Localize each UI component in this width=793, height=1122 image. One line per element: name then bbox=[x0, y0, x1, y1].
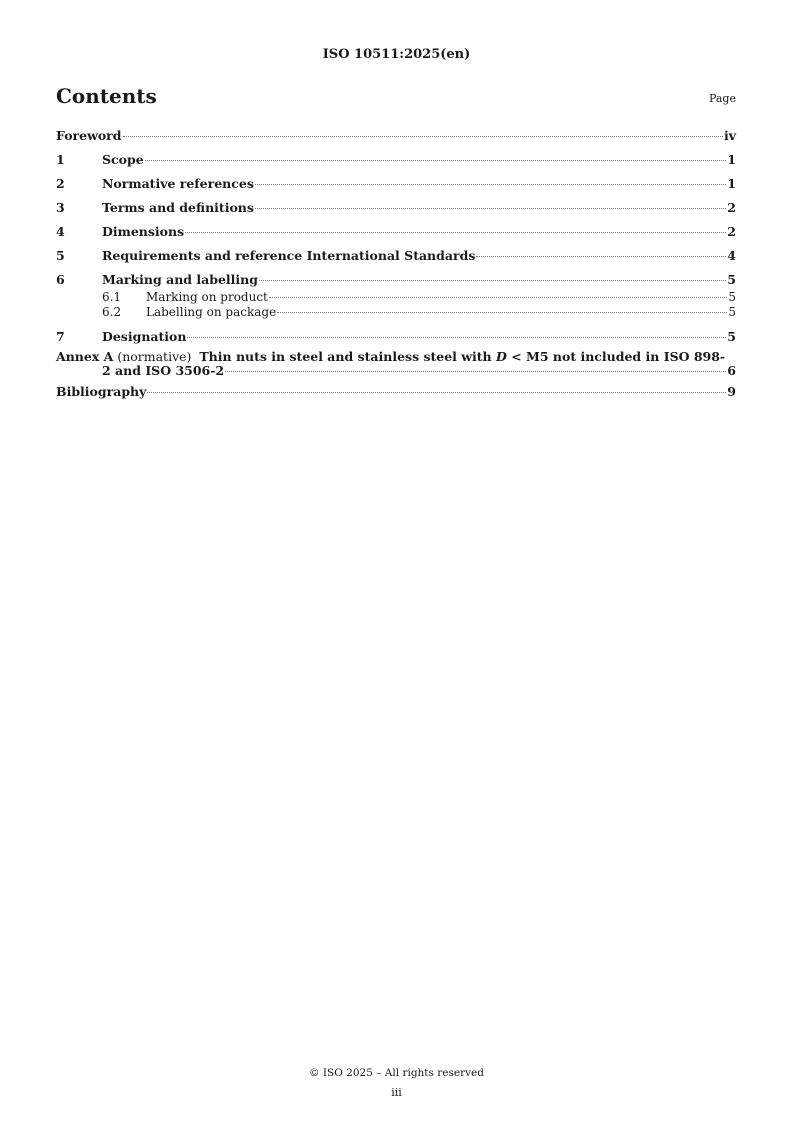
toc-entry-page: 9 bbox=[727, 384, 736, 399]
toc-entry-page: 4 bbox=[727, 248, 736, 263]
annex-page: 6 bbox=[727, 363, 736, 378]
toc-entry-scope[interactable] bbox=[56, 152, 736, 176]
toc-entry-number: 2 bbox=[56, 176, 65, 191]
page-column-label: Page bbox=[708, 92, 736, 105]
toc-entry-page: 2 bbox=[727, 200, 736, 215]
toc-entry-bibliography[interactable] bbox=[56, 384, 736, 408]
dot-leader bbox=[185, 232, 726, 233]
toc-entry-title: Dimensions bbox=[102, 224, 185, 239]
toc-subentry-title: Labelling on package bbox=[146, 305, 277, 319]
dot-leader bbox=[145, 160, 727, 161]
toc-subentry-marking-on-product[interactable] bbox=[56, 290, 736, 305]
dot-leader bbox=[123, 136, 723, 137]
toc-entry-title: Designation bbox=[102, 329, 187, 344]
toc-entry-title: Scope bbox=[102, 152, 144, 167]
toc-entry-page: iv bbox=[723, 128, 736, 143]
table-of-contents bbox=[56, 128, 736, 408]
dot-leader bbox=[255, 184, 726, 185]
toc-entry-page: 1 bbox=[727, 152, 736, 167]
annex-type: (normative) bbox=[117, 349, 192, 364]
dot-leader bbox=[187, 337, 726, 338]
toc-entry-title: Terms and definitions bbox=[102, 200, 254, 215]
toc-entry-number: 4 bbox=[56, 224, 65, 239]
toc-entry-title: Normative references bbox=[102, 176, 254, 191]
toc-entry-title: Requirements and reference International Standards bbox=[102, 248, 476, 263]
annex-title-line-1 bbox=[56, 350, 736, 364]
annex-title-continuation: 2 and ISO 3506-2 bbox=[102, 363, 225, 378]
annex-title-part-b: < M5 not included in ISO 898- bbox=[506, 349, 726, 364]
toc-entry-title: Foreword bbox=[56, 128, 122, 143]
toc-entry-requirements[interactable] bbox=[56, 248, 736, 272]
annex-label: Annex A bbox=[56, 349, 114, 364]
toc-subentry-page: 5 bbox=[728, 305, 736, 319]
dot-leader bbox=[476, 256, 726, 257]
toc-entry-title: Bibliography bbox=[56, 384, 147, 399]
toc-entry-terms-and-definitions[interactable] bbox=[56, 200, 736, 224]
dot-leader bbox=[225, 371, 726, 372]
dot-leader bbox=[277, 312, 727, 313]
toc-subentry-title: Marking on product bbox=[146, 290, 268, 304]
toc-entry-page: 2 bbox=[727, 224, 736, 239]
toc-entry-number: 5 bbox=[56, 248, 65, 263]
toc-entry-page: 5 bbox=[727, 272, 736, 287]
annex-title-part-a: Thin nuts in steel and stainless steel with bbox=[199, 349, 496, 364]
toc-entry-title: Marking and labelling bbox=[102, 272, 259, 287]
toc-entry-normative-references[interactable] bbox=[56, 176, 736, 200]
toc-subentry-page: 5 bbox=[728, 290, 736, 304]
toc-entry-page: 1 bbox=[727, 176, 736, 191]
dot-leader bbox=[259, 280, 726, 281]
annex-title-line-2 bbox=[56, 364, 736, 378]
toc-entry-number: 6 bbox=[56, 272, 65, 287]
dot-leader bbox=[269, 297, 727, 298]
toc-entry-page: 5 bbox=[727, 329, 736, 344]
toc-subentry-number: 6.1 bbox=[102, 290, 122, 304]
contents-heading: Contents bbox=[56, 84, 157, 108]
copyright-notice: © ISO 2025 – All rights reserved bbox=[309, 1067, 484, 1079]
toc-entry-number: 1 bbox=[56, 152, 65, 167]
toc-entry-annex-a[interactable] bbox=[56, 350, 736, 382]
document-id: ISO 10511:2025(en) bbox=[322, 47, 471, 62]
toc-entry-number: 7 bbox=[56, 329, 65, 344]
toc-subentry-number: 6.2 bbox=[102, 305, 122, 319]
dot-leader bbox=[255, 208, 726, 209]
toc-entry-foreword[interactable] bbox=[56, 128, 736, 152]
page-number: iii bbox=[391, 1086, 402, 1099]
dot-leader bbox=[147, 392, 726, 393]
toc-entry-dimensions[interactable] bbox=[56, 224, 736, 248]
toc-entry-number: 3 bbox=[56, 200, 65, 215]
toc-subentry-labelling-on-package[interactable] bbox=[56, 305, 736, 320]
annex-title-italic: D bbox=[496, 349, 507, 364]
